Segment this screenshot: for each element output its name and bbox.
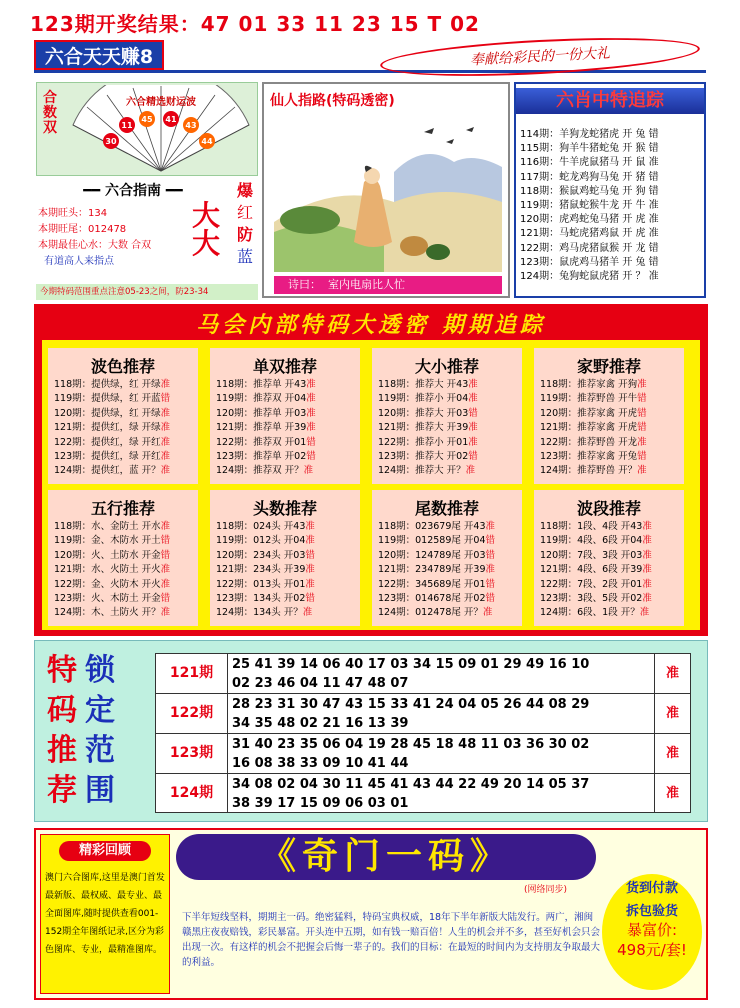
special-period: 124期	[156, 774, 228, 813]
card-row-result: 准	[305, 578, 315, 590]
card-row-text: 122期：推荐小 开01	[378, 436, 469, 448]
xinshui: 本期最佳心水：大数 合双	[38, 240, 152, 251]
special-numbers	[232, 695, 652, 733]
card-row-result: 错	[468, 451, 478, 463]
six-row: 124期：兔狗蛇鼠虎猪 开 ？ 准	[520, 271, 659, 283]
fan-ball-number: 45	[141, 115, 153, 124]
card-row	[534, 407, 684, 421]
slogan: 奉献给彩民的一份大礼	[379, 32, 700, 83]
wangtou: 本期旺头：134	[38, 208, 108, 219]
card-row	[534, 606, 684, 620]
promo-text: 下半年短线坚料，期期主一码。绝密猛料，特码宝典权威，18年下半年新版大陆发行。两广，湘闽赣黑庄夜夜赔钱，彩民暴富。开头连中五期，如有钱一赔百倍！人生的机会并不多，甚至好机会只会出现一次。有这样的机会不把握会后悔一辈子的。我们的目标：在最短的时间内为支持朋友争取最大的利益。	[182, 912, 601, 968]
prize-line1: 货到付款	[625, 881, 678, 896]
card-row-result: 错	[306, 436, 316, 448]
card-row	[372, 392, 522, 406]
lan-char: 蓝	[236, 247, 253, 266]
card-row-text: 119期：012589尾 开04	[378, 535, 486, 547]
poem-bar	[274, 276, 502, 294]
card-row-result: 准	[306, 393, 316, 405]
card-row	[372, 534, 522, 548]
special-table	[155, 653, 691, 813]
special-numbers-line: 38 39 17 15 09 06 03 01	[232, 796, 409, 811]
divider	[34, 70, 706, 73]
fan-box	[36, 82, 258, 176]
card-row-text: 122期：推荐野兽 开龙	[540, 436, 638, 448]
card-row	[48, 592, 198, 606]
card-row-text: 122期：345689尾 开01	[378, 578, 486, 590]
mahui-title: 马会内部特码大透密 期期追踪	[196, 313, 546, 338]
card-row-result: 准	[160, 521, 171, 532]
card-row-text: 124期：012478尾 开？	[378, 607, 483, 619]
card-row	[210, 606, 360, 620]
special-result: 准	[654, 734, 690, 773]
card-row	[372, 436, 522, 450]
card-title: 头数推荐	[252, 499, 317, 518]
card-row-result: 错	[637, 451, 647, 463]
card-row-result: 错	[485, 578, 496, 590]
card-row-text: 121期：4段、6段 开39	[540, 564, 643, 576]
card-row-result: 准	[637, 379, 647, 390]
card-row	[48, 421, 198, 435]
six-row: 117期：蛇龙鸡狗马兔 开 猪 错	[520, 171, 659, 183]
special-label-char: 范	[85, 733, 115, 768]
card-row-result: 准	[160, 422, 171, 434]
card-row-text: 120期：124789尾 开03	[378, 549, 486, 561]
guide-box	[36, 176, 258, 284]
hong-char: 红	[236, 203, 253, 222]
recommend-card	[372, 490, 522, 626]
special-label	[47, 651, 137, 811]
card-row-result: 准	[303, 465, 314, 477]
special-period: 121期	[156, 654, 228, 693]
card-row-text: 119期：4段、6段 开04	[540, 535, 643, 547]
xian-title: 仙人指路(特码透密)	[270, 93, 395, 109]
card-row-text: 124期：木、土防火 开？	[54, 607, 161, 619]
fan-ball-number: 43	[185, 121, 197, 130]
card-row-text: 118期：023679尾 开43	[378, 521, 486, 532]
card-row-result: 准	[160, 436, 171, 448]
mahui-section	[34, 304, 708, 636]
card-row	[372, 464, 522, 478]
card-row-result: 错	[160, 593, 171, 605]
card-row	[210, 534, 360, 548]
card-row-result: 错	[637, 422, 647, 434]
card-row-result: 准	[160, 407, 171, 419]
card-row-result: 错	[305, 593, 315, 605]
card-row	[534, 592, 684, 606]
card-row-result: 错	[468, 407, 478, 419]
jingcai-box	[40, 834, 170, 994]
card-row-result: 准	[160, 564, 171, 576]
card-row-text: 119期：推荐野兽 开牛	[540, 393, 638, 405]
card-title: 波段推荐	[576, 499, 641, 518]
card-row-result: 错	[305, 549, 315, 561]
card-row	[210, 436, 360, 450]
card-row-text: 120期：提供绿，红 开绿	[54, 407, 161, 419]
card-row-text: 121期：提供红，绿 开绿	[54, 422, 161, 434]
card-row	[210, 592, 360, 606]
card-row-text: 124期：6段、1段 开？	[540, 607, 640, 619]
card-row	[210, 407, 360, 421]
fan-ball-number: 30	[105, 137, 117, 146]
card-row-result: 准	[642, 521, 652, 532]
special-numbers-line: 16 08 38 33 09 10 41 44	[232, 756, 409, 771]
card-row-result: 准	[306, 407, 316, 419]
card-row	[534, 534, 684, 548]
card-row-text: 118期：024头 开43	[216, 521, 306, 532]
card-row-text: 118期：推荐家禽 开狗	[540, 379, 638, 390]
sync-note: (网络同步)	[524, 885, 568, 895]
card-row-text: 121期：推荐家禽 开虎	[540, 422, 638, 434]
fan-ball-number: 44	[201, 137, 213, 146]
card-row	[534, 520, 684, 534]
card-row	[210, 421, 360, 435]
card-row	[48, 578, 198, 592]
draw-result-banner: 123期开奖结果：47 01 33 11 23 15 T 02	[30, 12, 480, 36]
card-title: 家野推荐	[576, 357, 641, 376]
card-row	[372, 450, 522, 464]
card-row-text: 122期：金、火防木 开火	[54, 578, 161, 590]
card-row	[372, 578, 522, 592]
card-row-result: 准	[305, 521, 315, 532]
card-row-text: 123期：134头 开02	[216, 593, 306, 605]
range-note: 今期特码范围重点注意05-23之间，防23-34	[36, 284, 258, 300]
card-row	[534, 549, 684, 563]
card-row-text: 119期：012头 开04	[216, 535, 306, 547]
special-row	[156, 734, 690, 774]
special-label-line	[47, 691, 137, 731]
card-row-text: 123期：火、木防土 开金	[54, 593, 161, 605]
card-row-result: 准	[485, 564, 496, 576]
special-label-line	[47, 771, 137, 811]
card-row	[372, 378, 522, 392]
special-numbers-line: 34 08 02 04 30 11 45 41 43 44 22 49 20 14 05 37	[232, 777, 590, 792]
six-row: 116期：牛羊虎鼠猪马 开 鼠 准	[520, 157, 659, 169]
card-row-text: 120期：7段、3段 开03	[540, 549, 643, 561]
recommend-card	[210, 490, 360, 626]
card-row-result: 准	[639, 607, 650, 619]
card-title: 单双推荐	[252, 357, 317, 376]
card-row-result: 准	[465, 465, 476, 477]
card-row	[210, 520, 360, 534]
card-row	[48, 407, 198, 421]
special-numbers	[232, 655, 652, 693]
card-row-result: 准	[468, 436, 478, 448]
card-row	[372, 549, 522, 563]
card-row-result: 准	[468, 393, 478, 405]
card-row-text: 124期：推荐大 开？	[378, 465, 466, 477]
card-row-text: 120期：234头 开03	[216, 549, 306, 561]
six-row: 115期：狗羊牛猪蛇兔 开 猴 错	[520, 143, 659, 155]
card-row-text: 120期：推荐单 开03	[216, 407, 307, 419]
card-row-text: 121期：水、火防土 开火	[54, 564, 161, 576]
card-row-result: 准	[468, 422, 478, 434]
special-numbers-line: 02 23 46 04 11 47 48 07	[232, 676, 409, 691]
prize-line2: 拆包验货	[625, 904, 678, 919]
card-row	[210, 578, 360, 592]
card-row-result: 准	[642, 535, 652, 547]
card-row-text: 122期：推荐双 开01	[216, 436, 307, 448]
card-row-result: 准	[302, 607, 313, 619]
card-row-text: 124期：提供红，蓝 开？	[54, 465, 161, 477]
card-row-result: 准	[468, 379, 478, 390]
special-label-char: 特	[47, 653, 77, 688]
card-row-text: 120期：火、土防水 开金	[54, 549, 161, 561]
card-row-text: 122期：提供红，绿 开红	[54, 436, 161, 448]
card-row	[372, 563, 522, 577]
special-row	[156, 694, 690, 734]
card-row	[534, 450, 684, 464]
card-row	[210, 378, 360, 392]
card-row-result: 准	[160, 578, 171, 590]
card-row	[48, 520, 198, 534]
special-period: 122期	[156, 694, 228, 733]
six-row: 118期：猴鼠鸡蛇马兔 开 狗 错	[520, 185, 659, 197]
card-row-result: 准	[160, 607, 171, 619]
mahui-cards	[42, 340, 700, 630]
recommend-card	[48, 348, 198, 484]
card-row-result: 错	[637, 407, 647, 419]
jingcai-text: 澳门六合图库,这里是澳门首发最新版、最权威、最专业、最全面图库,随时提供查看001-152期全年图纸记录,区分为彩色图库、专业，最精准图库。	[45, 873, 165, 955]
card-row	[48, 450, 198, 464]
card-row	[210, 549, 360, 563]
card-row-text: 123期：推荐大 开02	[378, 451, 469, 463]
special-result: 准	[654, 654, 690, 693]
card-title: 五行推荐	[90, 499, 155, 518]
special-result: 准	[654, 694, 690, 733]
card-row-result: 准	[637, 436, 647, 448]
card-row-result: 准	[160, 451, 171, 463]
card-row-result: 错	[485, 549, 496, 561]
card-row	[534, 421, 684, 435]
card-row	[372, 421, 522, 435]
card-row-result: 准	[637, 465, 647, 477]
card-title: 尾数推荐	[414, 499, 479, 518]
recommend-card	[534, 348, 684, 484]
card-row-text: 118期：1段、4段 开43	[540, 521, 643, 532]
card-row-text: 121期：推荐单 开39	[216, 422, 307, 434]
guide-tip: 有道高人来指点	[44, 256, 114, 267]
card-row-text: 124期：推荐野兽 开？	[540, 465, 638, 477]
card-row-text: 118期：推荐大 开43	[378, 379, 469, 390]
card-row-result: 错	[160, 535, 171, 547]
card-row-result: 准	[160, 465, 171, 477]
six-list	[520, 128, 704, 284]
card-row-text: 119期：金、木防水 开土	[54, 535, 161, 547]
special-row	[156, 774, 690, 814]
card-row-text: 123期：3段、5段 开02	[540, 593, 643, 605]
card-row-result: 错	[160, 393, 171, 405]
jingcai-title: 精彩回顾	[59, 841, 151, 861]
recommend-card	[210, 348, 360, 484]
card-row	[210, 450, 360, 464]
six-row: 120期：虎鸡蛇兔马猪 开 虎 准	[520, 214, 659, 226]
six-title: 六肖中特追踪	[516, 88, 704, 114]
fan-ball-number: 11	[121, 121, 133, 130]
card-row-result: 准	[306, 379, 316, 390]
card-row	[48, 436, 198, 450]
bao-char: 爆	[236, 181, 253, 200]
card-title: 波色推荐	[90, 357, 155, 376]
special-numbers-line: 25 41 39 14 06 40 17 03 34 15 09 01 29 49 16 10	[232, 657, 590, 672]
card-row-result: 错	[306, 451, 316, 463]
card-row	[372, 606, 522, 620]
bottom-section	[34, 828, 708, 1000]
card-row	[48, 606, 198, 620]
card-row-text: 121期：234789尾 开39	[378, 564, 486, 576]
six-zodiac-box	[514, 82, 706, 298]
card-row-result: 准	[305, 535, 315, 547]
card-row-text: 119期：推荐双 开04	[216, 393, 307, 405]
card-row-result: 准	[642, 564, 652, 576]
card-row-result: 准	[642, 593, 652, 605]
card-row-text: 124期：134头 开？	[216, 607, 303, 619]
card-row	[534, 378, 684, 392]
card-row	[372, 407, 522, 421]
xian-illustration	[274, 112, 502, 272]
card-row	[48, 378, 198, 392]
card-row-result: 准	[485, 521, 496, 532]
recommend-card	[48, 490, 198, 626]
card-row-text: 123期：推荐家禽 开兔	[540, 451, 638, 463]
card-row-text: 121期：推荐大 开39	[378, 422, 469, 434]
card-row	[210, 392, 360, 406]
card-row	[534, 392, 684, 406]
recommend-card	[372, 348, 522, 484]
edition-label: 六合天天赚8	[34, 40, 164, 70]
card-row-text: 118期：提供绿，红 开绿	[54, 379, 161, 390]
card-row-result: 错	[485, 535, 496, 547]
prize-line4: 498元/套!	[617, 941, 687, 959]
poem-label: 诗曰：	[288, 278, 321, 291]
card-row	[48, 392, 198, 406]
wangwei: 本期旺尾：012478	[38, 224, 127, 235]
hedan-label: 合数双	[43, 90, 57, 136]
special-result: 准	[654, 774, 690, 813]
six-row: 122期：鸡马虎猪鼠猴 开 龙 错	[520, 242, 659, 254]
special-numbers-line: 34 35 48 02 21 16 13 39	[232, 716, 409, 731]
qimen-title: 《奇门一码》	[176, 834, 596, 880]
card-row	[48, 563, 198, 577]
card-row	[48, 549, 198, 563]
special-numbers-line: 28 23 31 30 47 43 15 33 41 24 04 05 26 44 08 29	[232, 697, 590, 712]
special-numbers	[232, 735, 652, 773]
fan-icon	[67, 85, 255, 175]
six-row: 123期：鼠虎鸡马猪羊 开 兔 错	[520, 256, 659, 268]
card-row	[372, 520, 522, 534]
guide-title-text: 六合指南	[105, 183, 161, 199]
card-row-text: 120期：推荐家禽 开虎	[540, 407, 638, 419]
card-row-result: 错	[637, 393, 647, 405]
card-row-text: 124期：推荐双 开？	[216, 465, 304, 477]
card-row-result: 准	[642, 578, 652, 590]
guide-list	[38, 206, 188, 270]
card-row-result: 错	[160, 549, 171, 561]
special-label-line	[47, 651, 137, 691]
special-row	[156, 654, 690, 694]
guide-title: ━━ 六合指南 ━━	[83, 183, 183, 199]
card-row-text: 119期：推荐小 开04	[378, 393, 469, 405]
special-label-char: 码	[47, 693, 77, 728]
card-row-result: 准	[642, 549, 652, 561]
card-row-text: 123期：推荐单 开02	[216, 451, 307, 463]
card-row-result: 准	[482, 607, 493, 619]
card-row	[210, 563, 360, 577]
special-label-char: 荐	[47, 773, 77, 808]
card-row-result: 准	[306, 422, 316, 434]
special-label-char: 围	[85, 773, 115, 808]
card-row	[534, 436, 684, 450]
poem-text: 室内电扇比人忙	[328, 278, 405, 291]
red-blue-hint	[232, 180, 258, 268]
special-label-char: 锁	[85, 653, 115, 688]
special-numbers	[232, 775, 652, 813]
card-row-result: 错	[485, 593, 496, 605]
card-row	[534, 563, 684, 577]
card-row-text: 118期：推荐单 开43	[216, 379, 307, 390]
card-row	[372, 592, 522, 606]
card-row-text: 121期：234头 开39	[216, 564, 306, 576]
prize-line3: 暴富价:	[626, 921, 678, 939]
six-row: 121期：马蛇虎猪鸡鼠 开 虎 准	[520, 228, 659, 240]
xian-box	[262, 82, 510, 298]
card-row-text: 123期：提供红，绿 开红	[54, 451, 161, 463]
card-title: 大小推荐	[414, 357, 479, 376]
card-row-text: 122期：7段、2段 开01	[540, 578, 643, 590]
special-numbers-line: 31 40 23 35 06 04 19 28 45 18 48 11 03 36 30 02	[232, 737, 590, 752]
card-row	[48, 464, 198, 478]
fan-ball-number: 41	[165, 115, 177, 124]
recommend-card	[534, 490, 684, 626]
special-section	[34, 640, 708, 822]
six-row: 114期：羊狗龙蛇猪虎 开 兔 错	[520, 129, 659, 140]
fan-title: 六合精选财运波	[126, 97, 196, 108]
card-row	[534, 578, 684, 592]
card-row-text: 123期：014678尾 开02	[378, 593, 486, 605]
card-row-text: 118期：水、金防土 开水	[54, 521, 161, 532]
card-row-text: 122期：013头 开01	[216, 578, 306, 590]
big-label: 大大	[191, 199, 220, 260]
prize-badge	[602, 874, 702, 990]
special-label-char: 定	[85, 693, 115, 728]
special-label-char: 推	[47, 733, 77, 768]
card-row-text: 120期：推荐大 开03	[378, 407, 469, 419]
card-row	[48, 534, 198, 548]
card-row	[534, 464, 684, 478]
card-row-result: 准	[305, 564, 315, 576]
card-row-text: 119期：提供绿，红 开蓝	[54, 393, 161, 405]
six-row: 119期：猪鼠蛇猴牛龙 开 牛 准	[520, 200, 659, 212]
fang-char: 防	[236, 225, 253, 244]
card-row	[210, 464, 360, 478]
special-label-line	[47, 731, 137, 771]
special-period: 123期	[156, 734, 228, 773]
card-row-result: 准	[160, 379, 171, 390]
